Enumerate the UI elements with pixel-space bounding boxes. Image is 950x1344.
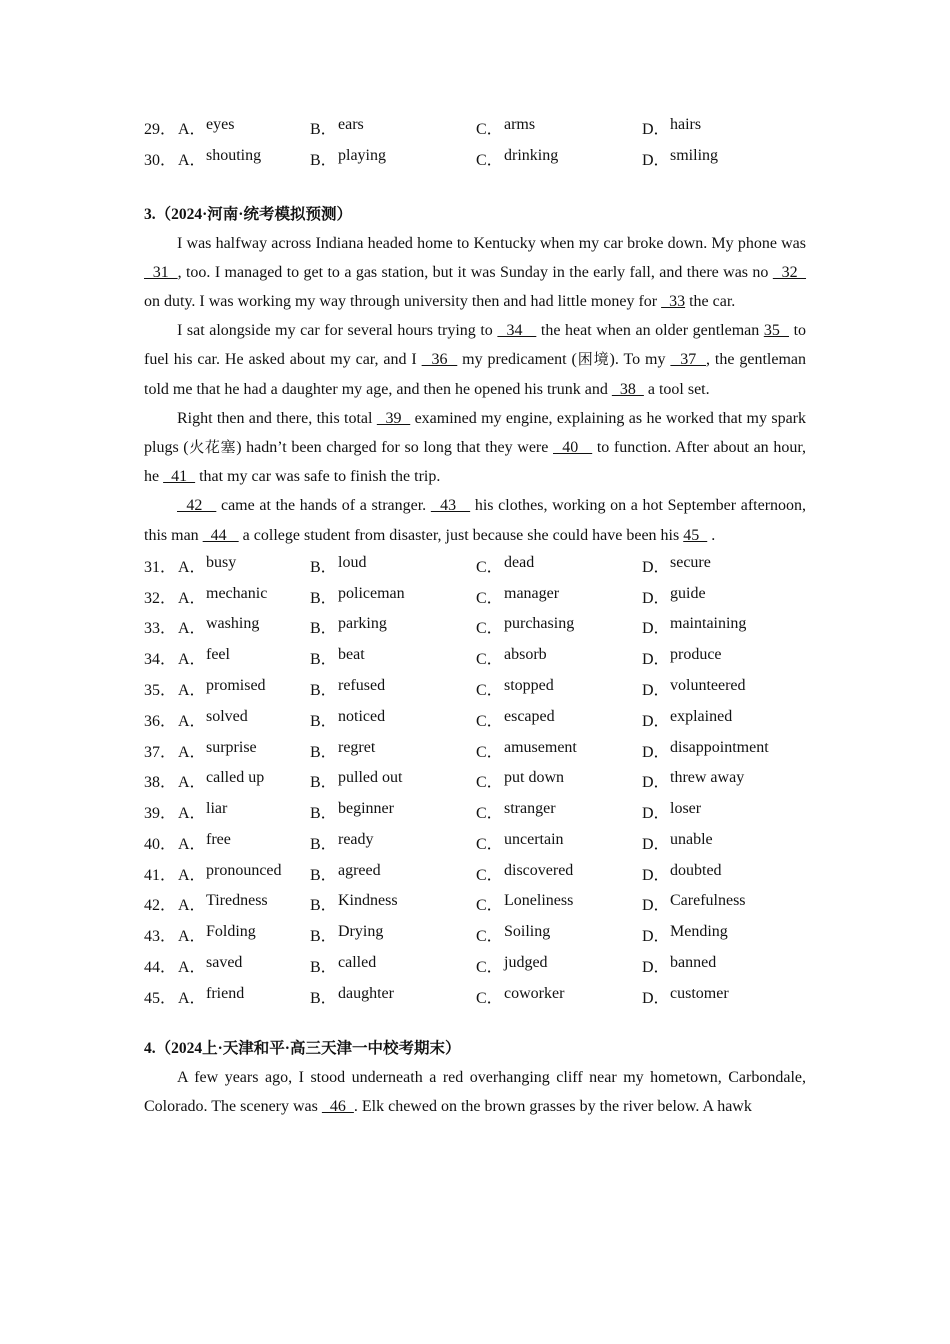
option-row <box>144 981 806 1012</box>
option-b[interactable]: B． Kindness <box>310 892 398 915</box>
question-number: 44． <box>144 959 177 977</box>
question-number: 39． <box>144 805 177 823</box>
option-a[interactable]: A． surprise <box>178 738 257 761</box>
option-a[interactable]: A． shouting <box>178 146 262 169</box>
passage-paragraph-4: 42 came at the hands of a stranger. 43 his clothes, working on a hot September afternoon, this man 44 a college student from disaster, just because she could have been his 45 . <box>144 497 807 544</box>
option-d[interactable]: D． explained <box>642 707 733 730</box>
option-a[interactable]: A． liar <box>178 800 228 823</box>
section-4-heading: 4.（2024上·天津和平·高三天津一中校考期末） <box>144 1039 461 1057</box>
option-c[interactable]: C． discovered <box>476 861 574 884</box>
question-number: 30． <box>144 151 177 169</box>
blank-34[interactable]: 34 <box>497 322 537 340</box>
option-c[interactable]: C． uncertain <box>476 830 564 853</box>
question-number: 32． <box>144 589 177 607</box>
option-row <box>144 827 806 858</box>
option-row-30 <box>144 143 806 174</box>
option-row <box>144 858 806 889</box>
blank-38[interactable]: 38 <box>611 380 644 398</box>
option-row <box>144 581 806 612</box>
option-d[interactable]: D． Mending <box>642 923 728 946</box>
option-c[interactable]: C． Loneliness <box>476 892 574 915</box>
blank-40[interactable]: 40 <box>553 439 593 457</box>
question-number: 31． <box>144 558 177 576</box>
option-b[interactable]: B． beginner <box>310 800 394 823</box>
blank-41[interactable]: 41 <box>163 468 196 486</box>
option-row <box>144 704 806 735</box>
option-a[interactable]: A． eyes <box>178 115 235 138</box>
option-a[interactable]: A． pronounced <box>178 861 282 884</box>
option-row <box>144 550 806 581</box>
option-b[interactable]: B． noticed <box>310 707 386 730</box>
blank-39[interactable]: 39 <box>376 409 411 427</box>
option-d[interactable]: D． hairs <box>642 115 702 138</box>
question-number: 42． <box>144 897 177 915</box>
option-b[interactable]: B． loud <box>310 553 367 576</box>
option-row <box>144 796 806 827</box>
question-number: 40． <box>144 835 177 853</box>
option-d[interactable]: D． maintaining <box>642 615 747 638</box>
blank-42[interactable]: 42 <box>177 497 217 515</box>
option-row <box>144 673 806 704</box>
options-31-45 <box>144 550 806 1012</box>
option-d[interactable]: D． loser <box>642 800 702 823</box>
options-29-30 <box>144 112 806 174</box>
option-c[interactable]: C． Soiling <box>476 923 551 946</box>
passage-paragraph-3: Right then and there, this total 39 examined my engine, explaining as he worked that my spark plugs (火花塞) hadn’t been charged for so long that they were 40 to function. After about an hour, he 41 that my car was safe to finish the trip. <box>144 409 807 486</box>
option-c[interactable]: C． dead <box>476 553 535 576</box>
option-a[interactable]: A． promised <box>178 676 266 699</box>
question-number: 33． <box>144 620 177 638</box>
option-d[interactable]: D． unable <box>642 830 713 853</box>
option-row <box>144 642 806 673</box>
option-a[interactable]: A． friend <box>178 984 245 1007</box>
option-row <box>144 889 806 920</box>
option-b[interactable]: B． called <box>310 954 377 977</box>
blank-35[interactable]: 35 <box>763 322 789 340</box>
option-d[interactable]: D． smiling <box>642 146 719 169</box>
blank-44[interactable]: 44 <box>202 526 239 544</box>
option-b[interactable]: B． playing <box>310 146 386 169</box>
option-c[interactable]: C． purchasing <box>476 615 575 638</box>
blank-36[interactable]: 36 <box>421 351 458 369</box>
option-row <box>144 950 806 981</box>
option-c[interactable]: C． put down <box>476 769 564 792</box>
question-number: 37． <box>144 743 177 761</box>
option-a[interactable]: A． busy <box>178 553 237 576</box>
option-b[interactable]: B． Drying <box>310 923 384 946</box>
option-d[interactable]: D． produce <box>642 646 722 669</box>
option-a[interactable]: A． Folding <box>178 923 256 946</box>
option-b[interactable]: B． agreed <box>310 861 381 884</box>
blank-32[interactable]: 32 <box>772 263 807 281</box>
question-number: 43． <box>144 928 177 946</box>
option-d[interactable]: D． doubted <box>642 861 722 884</box>
option-row <box>144 765 806 796</box>
passage-paragraph-2: I sat alongside my car for several hours trying to 34 the heat when an older gentleman 35 to fuel his car. He asked about my car, and I 36 my predicament (困境). To my 37 , the gentleman told me that he had a daughter my age, and then he opened his trunk and 38 a tool set. <box>144 322 807 398</box>
option-b[interactable]: B． ears <box>310 115 364 138</box>
option-row-29 <box>144 112 806 143</box>
option-row <box>144 735 806 766</box>
passage-paragraph-1: I was halfway across Indiana headed home to Kentucky when my car broke down. My phone was 31 , too. I managed to get to a gas station, but it was Sunday in the early fall, and there was no 32 on duty. I was working my way through university then and had little money for 33 the car. <box>144 234 807 310</box>
question-number: 34． <box>144 651 177 669</box>
option-row <box>144 919 806 950</box>
option-b[interactable]: B． pulled out <box>310 769 403 792</box>
option-c[interactable]: C． arms <box>476 115 536 138</box>
option-d[interactable]: D． customer <box>642 984 729 1007</box>
option-c[interactable]: C． judged <box>476 954 548 977</box>
blank-46[interactable]: 46 <box>321 1097 354 1115</box>
option-b[interactable]: B． daughter <box>310 984 394 1007</box>
document-content <box>144 112 806 1121</box>
option-c[interactable]: C． amusement <box>476 738 577 761</box>
option-a[interactable]: A． washing <box>178 615 260 638</box>
option-a[interactable]: A． feel <box>178 646 230 669</box>
question-number: 38． <box>144 774 177 792</box>
option-d[interactable]: D． banned <box>642 954 717 977</box>
option-b[interactable]: B． regret <box>310 738 376 761</box>
option-c[interactable]: C． coworker <box>476 984 565 1007</box>
blank-43[interactable]: 43 <box>430 497 471 515</box>
question-number: 35． <box>144 681 177 699</box>
passage-4-paragraph-1: A few years ago, I stood underneath a red overhanging cliff near my hometown, Carbondale, Colorado. The scenery was 46 . Elk chewed on the brown grasses by the river below. A hawk <box>144 1068 806 1115</box>
option-a[interactable]: A． called up <box>178 769 265 792</box>
option-c[interactable]: C． stranger <box>476 800 556 823</box>
option-b[interactable]: B． policeman <box>310 584 405 607</box>
blank-37[interactable]: 37 <box>670 351 707 369</box>
option-b[interactable]: B． beat <box>310 646 365 669</box>
blank-45[interactable]: 45 <box>683 526 708 544</box>
option-a[interactable]: A． mechanic <box>178 584 268 607</box>
question-number: 45． <box>144 989 177 1007</box>
option-c[interactable]: C． manager <box>476 584 560 607</box>
option-d[interactable]: D． threw away <box>642 769 745 792</box>
option-c[interactable]: C． absorb <box>476 646 547 669</box>
option-d[interactable]: D． disappointment <box>642 738 769 761</box>
option-a[interactable]: A． free <box>178 830 231 853</box>
option-row <box>144 611 806 642</box>
question-number: 29． <box>144 120 177 138</box>
option-d[interactable]: D． guide <box>642 584 706 607</box>
option-d[interactable]: D． volunteered <box>642 676 746 699</box>
option-b[interactable]: B． ready <box>310 830 374 853</box>
question-number: 36． <box>144 712 177 730</box>
option-b[interactable]: B． refused <box>310 676 386 699</box>
option-c[interactable]: C． stopped <box>476 676 554 699</box>
question-number: 41． <box>144 866 177 884</box>
blank-33[interactable]: 33 <box>661 293 686 310</box>
section-3-heading: 3.（2024·河南·统考模拟预测） <box>144 205 352 223</box>
option-a[interactable]: A． saved <box>178 954 243 977</box>
option-c[interactable]: C． drinking <box>476 146 559 169</box>
option-d[interactable]: D． secure <box>642 553 711 576</box>
option-d[interactable]: D． Carefulness <box>642 892 746 915</box>
option-a[interactable]: A． solved <box>178 707 248 730</box>
option-a[interactable]: A． Tiredness <box>178 892 268 915</box>
option-b[interactable]: B． parking <box>310 615 387 638</box>
blank-31[interactable]: 31 <box>144 263 178 281</box>
option-c[interactable]: C． escaped <box>476 707 555 730</box>
